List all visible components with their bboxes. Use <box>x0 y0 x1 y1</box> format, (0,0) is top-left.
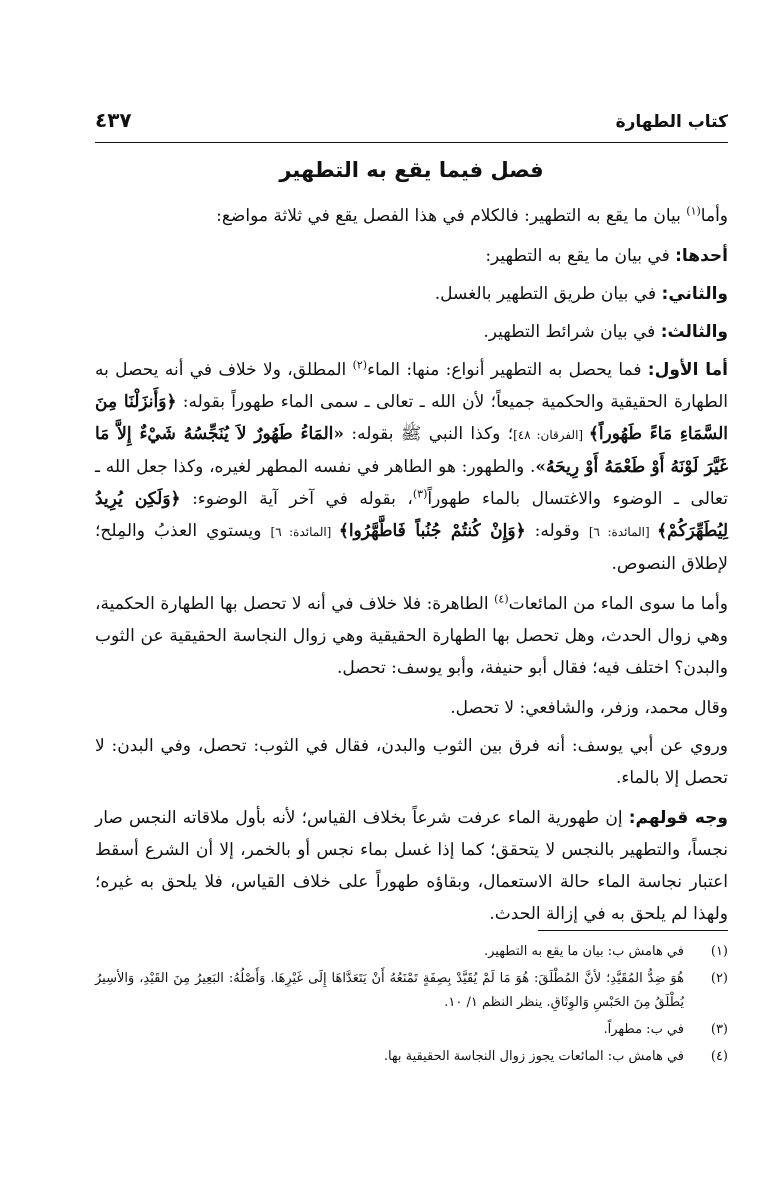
verse-reference: [المائدة: ٦] <box>588 525 658 539</box>
footnote-item <box>95 940 728 964</box>
footnote-number: (١) <box>710 944 728 959</box>
footnote-marker: (٤) <box>494 592 509 606</box>
quran-verse: ﴿وَلَكِن يُرِيدُ لِيُطَهِّرَكُمْ﴾ <box>95 489 729 541</box>
page-number: ٤٣٧ <box>95 108 132 132</box>
hadith-quote: «المَاءُ طَهُورٌ لاَ يُنَجِّسُهُ شَيْءٌ إِلاَّ مَا غَيَّرَ لَوْنَهُ أَوْ طَعْمَهُ أَوْ رِيحَهُ» <box>95 424 728 477</box>
quran-verse: ﴿وَأَنزَلْنَا مِنَ السَّمَاءِ مَاءً طَهُوراً﴾ <box>95 392 728 444</box>
text-run: ويستوي العذبُ والمِلح؛ لإطلاق النصوص. <box>95 521 728 574</box>
footnote-item <box>95 967 728 1015</box>
verse-reference: [المائدة: ٦] <box>270 525 339 539</box>
footnotes <box>95 940 728 1072</box>
text-run: وقوله: <box>525 521 589 541</box>
paragraph-label: والثاني: <box>661 284 728 304</box>
paragraph-abu-yusuf-view: وروي عن أبي يوسف: أنه فرق بين الثوب والبدن، فقال في الثوب: تحصل، وفي البدن: لا تحصل إلا بالماء. <box>95 736 728 788</box>
text-run: في بيان شرائط التطهير. <box>483 322 661 342</box>
text-run: ؛ وكذا النبي ﷺ بقوله: <box>344 424 514 444</box>
paragraph-third-topic <box>95 316 728 348</box>
footnote-marker: (١) <box>686 204 701 218</box>
footnote-marker: (٢) <box>352 358 368 372</box>
text-run: . والطهور: هو الطاهر في نفسه المطهر لغيره، وكذا جعل الله ـ تعالى ـ الوضوء والاغتسال بالماء طهوراً <box>95 457 728 509</box>
footnote-text: في هامش ب: بيان ما يقع به التطهير. <box>483 944 684 959</box>
paragraph-intro <box>95 200 728 232</box>
text-run: المطلق، ولا خلاف في أنه يحصل به الطهارة الحقيقية والحكمية جميعاً؛ لأن الله ـ تعالى ـ سمى الماء طهوراً بقوله: <box>95 360 728 412</box>
section-title: فصل فيما يقع به التطهير <box>279 158 544 182</box>
footnote-text: في ب: مطهراً. <box>603 1022 684 1037</box>
footnote-number: (٢) <box>710 971 728 986</box>
text-run: الطاهرة: فلا خلاف في أنه لا تحصل بها الطهارة الحكمية، وهي زوال الحدث، وهل تحصل بها الطهارة الحقيقية وهي زوال النجاسة الحقيقية عن الثوب والبدن؟ اختلف فيه؛ فقال أبو حنيفة، وأبو يوسف: تحصل. <box>95 594 728 678</box>
text-run: في بيان طريق التطهير بالغسل. <box>434 284 662 304</box>
footnote-item <box>95 1018 728 1042</box>
text-run: إن طهورية الماء عرفت شرعاً بخلاف القياس؛ لأنه بأول ملاقاته النجس صار نجساً، والتطهير بالنجس لا يتحقق؛ كما إذا غسل بماء نجس أو بالخمر، إلا أن الشرع أسقط اعتبار نجاسة الماء حالة الاستعمال، وبقاؤه طهوراً على خلاف القياس، فلا يلحق به غيره؛ ولهذا لم يلحق به في إزالة الحدث. <box>95 808 728 924</box>
text-run: فما يحصل به التطهير أنواع: منها: الماء <box>367 360 648 380</box>
header-divider <box>95 142 728 143</box>
verse-reference: [الفرقان: ٤٨] <box>513 428 589 442</box>
paragraph-water <box>95 354 728 580</box>
running-head <box>95 98 728 132</box>
footnote-text: في هامش ب: المائعات يجوز زوال النجاسة الحقيقية بها. <box>383 1049 684 1064</box>
paragraph-muhammad-view: وقال محمد، وزفر، والشافعي: لا تحصل. <box>450 698 728 718</box>
paragraph-label: وجه قولهم: <box>628 808 728 828</box>
text-run: بيان ما يقع به التطهير: فالكلام في هذا الفصل يقع في ثلاثة مواضع: <box>216 206 687 226</box>
footnote-item <box>95 1045 728 1069</box>
paragraph-label: أما الأول: <box>647 360 728 380</box>
paragraph-label: والثالث: <box>660 322 728 342</box>
paragraph-argument <box>95 802 728 930</box>
text-run: في بيان ما يقع به التطهير: <box>485 246 676 266</box>
footnote-divider <box>538 930 728 931</box>
main-text <box>95 200 728 938</box>
paragraph-first-topic <box>95 240 728 272</box>
paragraph-label: أحدها: <box>675 246 728 266</box>
text-run: ، بقوله في آخر آية الوضوء: <box>180 489 413 509</box>
text-run: وأما <box>700 206 728 226</box>
footnote-marker: (٣) <box>412 487 428 501</box>
quran-verse: ﴿وَإِنْ كُنتُمْ جُنُباً فَاطَّهَّرُوا﴾ <box>338 521 526 541</box>
footnote-number: (٤) <box>710 1049 728 1064</box>
running-title: كتاب الطهارة <box>615 112 728 132</box>
paragraph-other-liquids <box>95 588 728 684</box>
footnote-number: (٣) <box>710 1022 728 1037</box>
footnote-text: هُوَ ضِدُّ المُقَيَّدِ؛ لأنَّ المُطْلَقَ: هُوَ مَا لَمْ يُقَيَّدْ بِصِفَةٍ تَمْنَعُهُ أَنْ يَتَعَدَّاهَا إِلَى غَيْرِهَا. وَأَصْلُهُ: البَعِيرُ مِنَ القَيْدِ، وَالأسِيرُ يُطْلَقُ مِنَ الحَبْسِ وَالوِثَاقِ. ينظر النظم ١/ ١٠. <box>95 971 684 1010</box>
text-run: وأما ما سوى الماء من المائعات <box>508 594 728 614</box>
paragraph-second-topic <box>95 278 728 310</box>
